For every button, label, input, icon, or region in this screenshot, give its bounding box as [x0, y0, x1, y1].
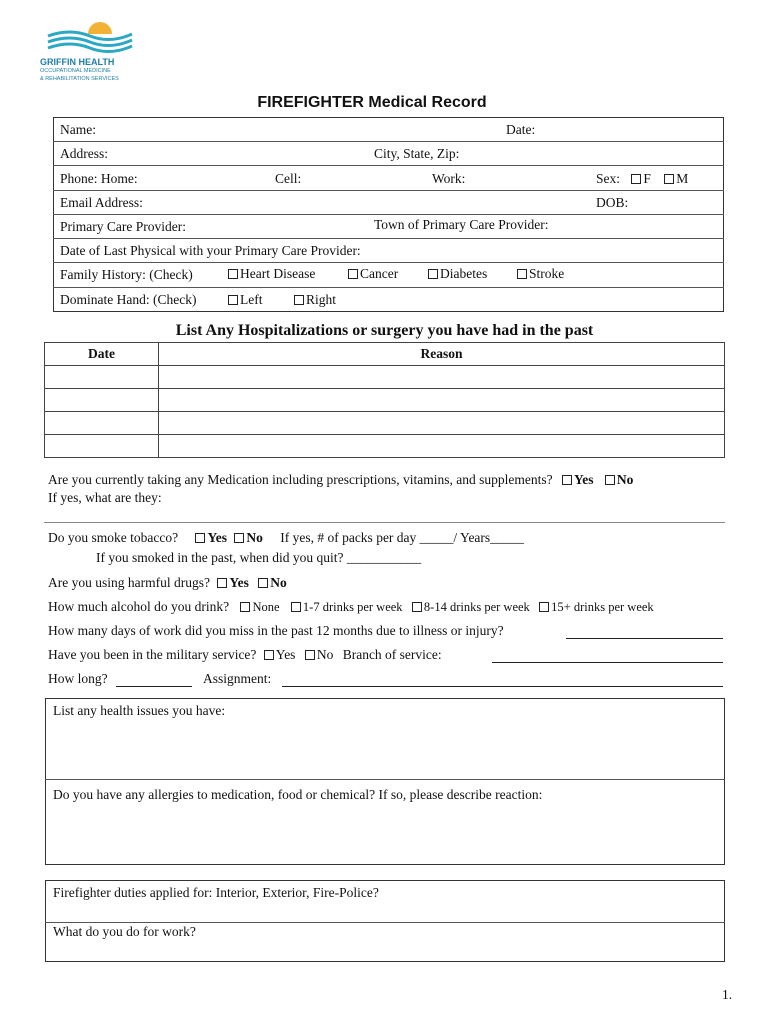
fh-stroke-option [517, 266, 564, 282]
assignment-label: Assignment: [203, 671, 272, 686]
reason-column-header: Reason [159, 343, 725, 366]
table-row [45, 435, 725, 458]
meds-no-checkbox[interactable] [605, 475, 615, 485]
hand-right-option [294, 292, 336, 308]
fh-stroke-checkbox[interactable] [517, 269, 527, 279]
alcohol-opt3-label: 15+ drinks per week [551, 600, 654, 614]
logo-line1: GRIFFIN HEALTH [40, 57, 115, 67]
pcp-field[interactable]: Primary Care Provider: [60, 219, 186, 234]
sex-f-label: F [643, 171, 651, 186]
missed-days-line[interactable] [566, 638, 723, 639]
drugs-no-checkbox[interactable] [258, 578, 268, 588]
logo [38, 20, 138, 86]
alcohol-opt1-checkbox[interactable] [291, 602, 301, 612]
fh-cancer-option [348, 266, 398, 282]
smoke-no-label: No [246, 530, 263, 545]
table-row [45, 412, 725, 435]
sex-m-checkbox[interactable] [664, 174, 674, 184]
table-header-row [45, 343, 725, 366]
drugs-question: Are you using harmful drugs? [48, 575, 210, 590]
fh-heart-option [228, 266, 315, 282]
missed-days-question: How many days of work did you miss in the past 12 months due to illness or injury? [48, 623, 504, 638]
dob-field[interactable]: DOB: [596, 195, 629, 210]
hand-left-checkbox[interactable] [228, 295, 238, 305]
alcohol-opt2-label: 8-14 drinks per week [423, 600, 530, 614]
sex-m-label: M [676, 171, 689, 186]
meds-yes-checkbox[interactable] [562, 475, 572, 485]
fh-cancer-label: Cancer [360, 266, 399, 281]
alcohol-none-checkbox[interactable] [240, 602, 250, 612]
alcohol-opt1-label: 1-7 drinks per week [302, 600, 403, 614]
hospital-heading: List Any Hospitalizations or surgery you have had in the past [175, 322, 594, 339]
reason-cell[interactable] [159, 366, 725, 389]
fh-cancer-checkbox[interactable] [348, 269, 358, 279]
hand-left-option [228, 292, 263, 308]
meds-yes-label: Yes [574, 472, 594, 487]
reason-cell[interactable] [159, 389, 725, 412]
hand-label: Dominate Hand: (Check) [60, 292, 197, 307]
email-field[interactable]: Email Address: [60, 195, 143, 210]
military-branch-label: Branch of service: [342, 647, 442, 662]
meds-followup: If yes, what are they: [48, 490, 162, 505]
military-yes-label: Yes [275, 647, 296, 662]
date-cell[interactable] [45, 366, 159, 389]
smoke-yes-checkbox[interactable] [195, 533, 205, 543]
hand-right-label: Right [306, 292, 337, 307]
sex-field [596, 171, 688, 187]
allergies-input[interactable] [46, 806, 724, 864]
hand-right-checkbox[interactable] [294, 295, 304, 305]
reason-cell[interactable] [159, 412, 725, 435]
duties-label: Firefighter duties applied for: Interior, Exterior, Fire-Police? [53, 885, 379, 900]
military-no-label: No [316, 647, 334, 662]
fh-diabetes-option [428, 266, 487, 282]
meds-question-line [48, 472, 633, 488]
health-issues-label: List any health issues you have: [53, 703, 226, 718]
drugs-yes-label: Yes [229, 575, 249, 590]
smoke-line [48, 530, 524, 546]
logo-mark-icon [40, 20, 136, 56]
reason-cell[interactable] [159, 435, 725, 458]
logo-line3: & REHABILITATION SERVICES [40, 76, 119, 82]
date-column-header: Date [45, 343, 159, 366]
meds-no-label: No [616, 472, 634, 487]
military-question: Have you been in the military service? [48, 647, 257, 662]
name-field[interactable]: Name: [60, 122, 96, 137]
fh-diabetes-checkbox[interactable] [428, 269, 438, 279]
page-title: FIREFIGHTER Medical Record [257, 94, 487, 111]
logo-line2: OCCUPATIONAL MEDICINE [40, 68, 111, 74]
alcohol-opt2-checkbox[interactable] [412, 602, 422, 612]
work-phone-field[interactable]: Work: [432, 171, 466, 186]
table-row [45, 389, 725, 412]
drugs-no-label: No [270, 575, 287, 590]
phone-home-field[interactable]: Phone: Home: [60, 171, 138, 186]
military-line [48, 647, 442, 663]
health-issues-input[interactable] [46, 722, 724, 778]
table-row [45, 366, 725, 389]
sex-f-checkbox[interactable] [631, 174, 641, 184]
page-number: 1. [722, 987, 733, 1002]
meds-question: Are you currently taking any Medication including prescriptions, vitamins, and supplements? [48, 472, 553, 487]
work-label: What do you do for work? [53, 924, 196, 939]
hospital-table [44, 342, 725, 458]
sex-label: Sex: [596, 171, 621, 186]
last-physical-field[interactable]: Date of Last Physical with your Primary Care Provider: [60, 243, 361, 258]
fh-heart-label: Heart Disease [240, 266, 316, 281]
military-no-checkbox[interactable] [305, 650, 315, 660]
smoke-no-checkbox[interactable] [234, 533, 244, 543]
date-cell[interactable] [45, 389, 159, 412]
alcohol-question: How much alcohol do you drink? [48, 599, 230, 614]
hand-left-label: Left [240, 292, 263, 307]
date-cell[interactable] [45, 412, 159, 435]
address-field[interactable]: Address: [60, 146, 108, 161]
alcohol-none-label: None [252, 600, 280, 614]
fh-heart-checkbox[interactable] [228, 269, 238, 279]
date-cell[interactable] [45, 435, 159, 458]
smoke-question: Do you smoke tobacco? [48, 530, 179, 545]
allergies-label: Do you have any allergies to medication, food or chemical? If so, please describe reaction: [53, 787, 543, 802]
alcohol-line [48, 599, 654, 615]
meds-answer-line[interactable] [44, 522, 725, 523]
smoke-quit[interactable]: If you smoked in the past, when did you quit? ___________ [96, 550, 422, 565]
drugs-line [48, 575, 287, 591]
military-branch-line[interactable] [492, 662, 723, 663]
fh-stroke-label: Stroke [529, 266, 565, 281]
city-field[interactable]: City, State, Zip: [374, 146, 460, 161]
smoke-yes-label: Yes [207, 530, 227, 545]
cell-field[interactable]: Cell: [275, 171, 302, 186]
pcp-town-field[interactable]: Town of Primary Care Provider: [374, 217, 549, 232]
drugs-yes-checkbox[interactable] [217, 578, 227, 588]
family-history-label: Family History: (Check) [60, 267, 193, 282]
howlong-line[interactable] [116, 686, 192, 687]
alcohol-opt3-checkbox[interactable] [539, 602, 549, 612]
work-input[interactable] [46, 941, 724, 961]
smoke-packs[interactable]: If yes, # of packs per day _____/ Years_____ [280, 530, 524, 545]
military-yes-checkbox[interactable] [264, 650, 274, 660]
howlong-label: How long? [48, 671, 108, 686]
fh-diabetes-label: Diabetes [440, 266, 488, 281]
assignment-line[interactable] [282, 686, 723, 687]
date-field[interactable]: Date: [506, 122, 536, 137]
